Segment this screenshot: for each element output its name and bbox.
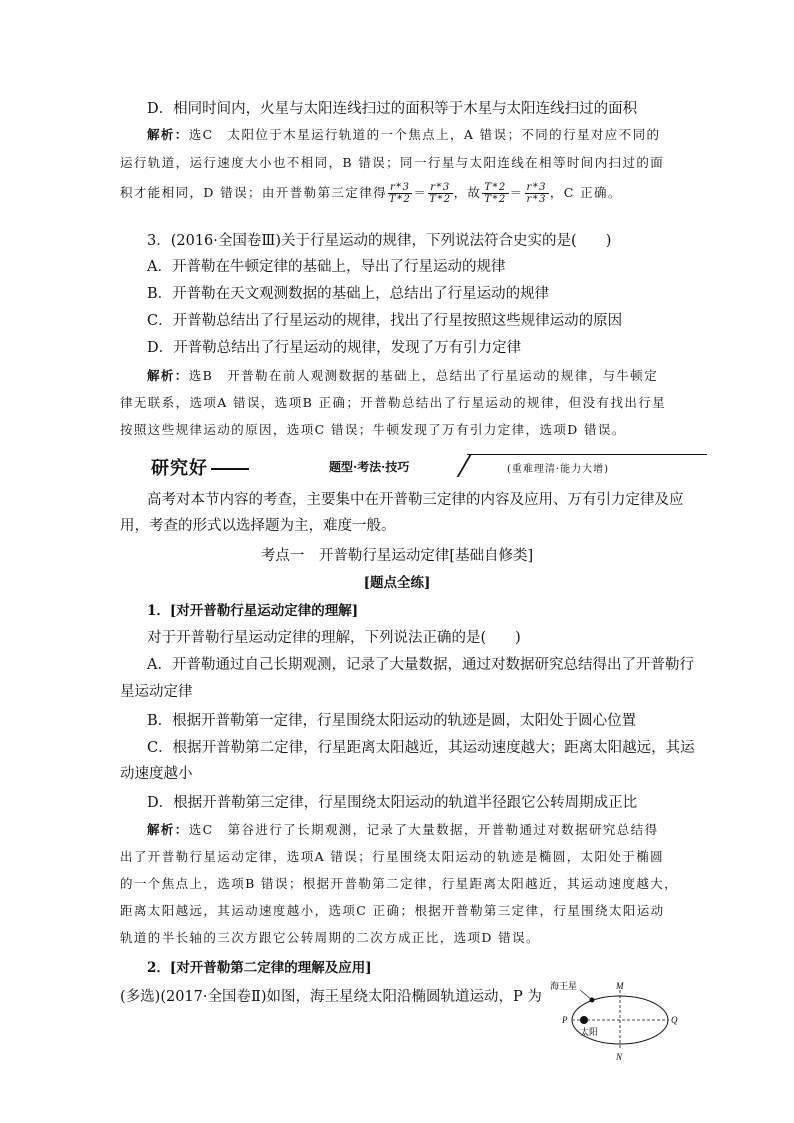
point-q-label: Q (671, 1015, 678, 1025)
problem-1-heading: 1．[对开普勒行星运动定律的理解] (147, 603, 359, 619)
explanation-2-cont-2: 按照这些规律运动的原因，选项C 错误；牛顿发现了万有引力定律，选项D 错误。 (120, 422, 626, 437)
problem-1-question: 对于开普勒行星运动定律的理解，下列说法正确的是( ) (147, 630, 521, 646)
banner-subtitle: 题型·考法·技巧 (329, 460, 410, 474)
explanation-text: 太阳位于木星运行轨道的一个焦点上，A 错误；不同的行星对应不同的 (227, 127, 661, 142)
section-heading: 考点一 开普勒行星运动定律[基础自修类] (260, 548, 534, 564)
intro-line-2: 用，考查的形式以选择题为主，难度一般。 (120, 518, 396, 534)
problem-1-option-a-cont: 星运动定律 (120, 684, 193, 700)
explanation-1 (147, 125, 660, 143)
fraction-3: $\frac{T*2}{T*2}$ (484, 182, 507, 205)
banner-slash (457, 455, 472, 477)
planet-leader (580, 990, 592, 1000)
banner-tag: (重难理清·能力大增) (507, 464, 609, 475)
answer-choice: 选C (188, 127, 214, 142)
orbit-diagram (550, 980, 690, 1065)
formula-middle: ，故 (453, 185, 482, 200)
formula-prefix: 积才能相同，D 错误；由开普勒第三定律得 (120, 185, 387, 200)
banner-rule (467, 454, 707, 455)
problem-1-option-a: A．开普勒通过自己长期观测，记录了大量数据，通过对数据研究总结得出了开普勒行 (147, 657, 694, 673)
explanation-text: 开普勒在前人观测数据的基础上，总结出了行星运动的规律，与牛顿定 (227, 368, 659, 383)
section-banner (147, 452, 707, 478)
explanation-3-cont-1: 出了开普勒行星运动定律，选项A 错误；行星围绕太阳运动的轨迹是椭圆，太阳处于椭圆 (120, 849, 665, 864)
banner-title: 研究好 (151, 454, 252, 480)
explanation-3 (147, 820, 658, 838)
planet-label: 海王星 (550, 981, 578, 991)
explanation-text: 第谷进行了长期观测，记录了大量数据，开普勒通过对数据研究总结得 (227, 822, 659, 837)
problem-1-option-d: D．根据开普勒第三定律，行星围绕太阳运动的轨道半径跟它公转周期成正比 (147, 795, 638, 811)
problem-2-heading: 2．[对开普勒第二定律的理解及应用] (147, 960, 372, 976)
explanation-label: 解析： (147, 368, 189, 383)
explanation-label: 解析： (147, 127, 189, 142)
point-p-label: P (562, 1015, 568, 1025)
question-3: 3．(2016·全国卷Ⅲ)关于行星运动的规律，下列说法符合史实的是( ) (147, 233, 612, 249)
fraction-1: $\frac{r*3}{T*2}$ (389, 182, 412, 205)
question-3-option-d: D．开普勒总结出了行星运动的规律，发现了万有引力定律 (147, 340, 522, 356)
question-3-option-b: B．开普勒在天文观测数据的基础上，总结出了行星运动的规律 (147, 286, 550, 302)
explanation-label: 解析： (147, 822, 189, 837)
explanation-3-cont-4: 轨道的半长轴的三次方跟它公转周期的二次方成正比，选项D 错误。 (120, 930, 540, 945)
point-n-label: N (616, 1052, 623, 1062)
problem-2-question: (多选)(2017·全国卷Ⅱ)如图，海王星绕太阳沿椭圆轨道运动，P 为 (120, 989, 542, 1005)
fraction-2: $\frac{r*3}{T*2}$ (429, 182, 452, 205)
sun-label: 太阳 (580, 1027, 599, 1037)
subsection-heading: [题点全练] (363, 575, 431, 591)
explanation-1-formula: 积才能相同，D 错误；由开普勒第三定律得 $\frac{r*3}{T*2}$ ＝ $\frac{r*3}{T*2}$ ，故 $\frac{T*2}{T*2}$ ＝ $\frac{r*3}{r*3}$ ，C 正确。 (120, 182, 622, 205)
answer-choice: 选C (188, 822, 214, 837)
answer-choice: 选B (188, 368, 214, 383)
problem-1-option-c: C．根据开普勒第二定律，行星距离太阳越近，其运动速度越大；距离太阳越远，其运 (147, 740, 695, 756)
question-3-option-c: C．开普勒总结出了行星运动的规律，找出了行星按照这些规律运动的原因 (147, 313, 623, 329)
explanation-2 (147, 366, 658, 384)
explanation-1-cont: 运行轨道，运行速度大小也不相同，B 错误；同一行星与太阳连线在相等时间内扫过的面 (120, 155, 665, 170)
explanation-3-cont-3: 距离太阳越远，其运动速度越小，选项C 正确；根据开普勒第三定律，行星围绕太阳运动 (120, 903, 665, 918)
intro-line-1: 高考对本节内容的考查，主要集中在开普勒三定律的内容及应用、万有引力定律及应 (147, 492, 684, 508)
sun-icon (580, 1016, 588, 1024)
question-3-option-a: A．开普勒在牛顿定律的基础上，导出了行星运动的规律 (147, 259, 506, 275)
banner-dash (211, 468, 249, 470)
problem-1-option-b: B．根据开普勒第一定律，行星围绕太阳运动的轨迹是圆，太阳处于圆心位置 (147, 713, 637, 729)
formula-suffix: ，C 正确。 (549, 185, 622, 200)
explanation-3-cont-2: 的一个焦点上，选项B 错误；根据开普勒第二定律，行星距离太阳越近，其运动速度越大， (120, 876, 679, 891)
fraction-4: $\frac{r*3}{r*3}$ (526, 182, 547, 205)
option-d-line: D．相同时间内，火星与太阳连线扫过的面积等于木星与太阳连线扫过的面积 (147, 101, 638, 117)
problem-1-option-c-cont: 动速度越小 (120, 766, 193, 782)
point-m-label: M (616, 981, 624, 991)
explanation-2-cont-1: 律无联系，选项A 错误，选项B 正确；开普勒总结出了行星运动的规律，但没有找出行星 (120, 395, 667, 410)
